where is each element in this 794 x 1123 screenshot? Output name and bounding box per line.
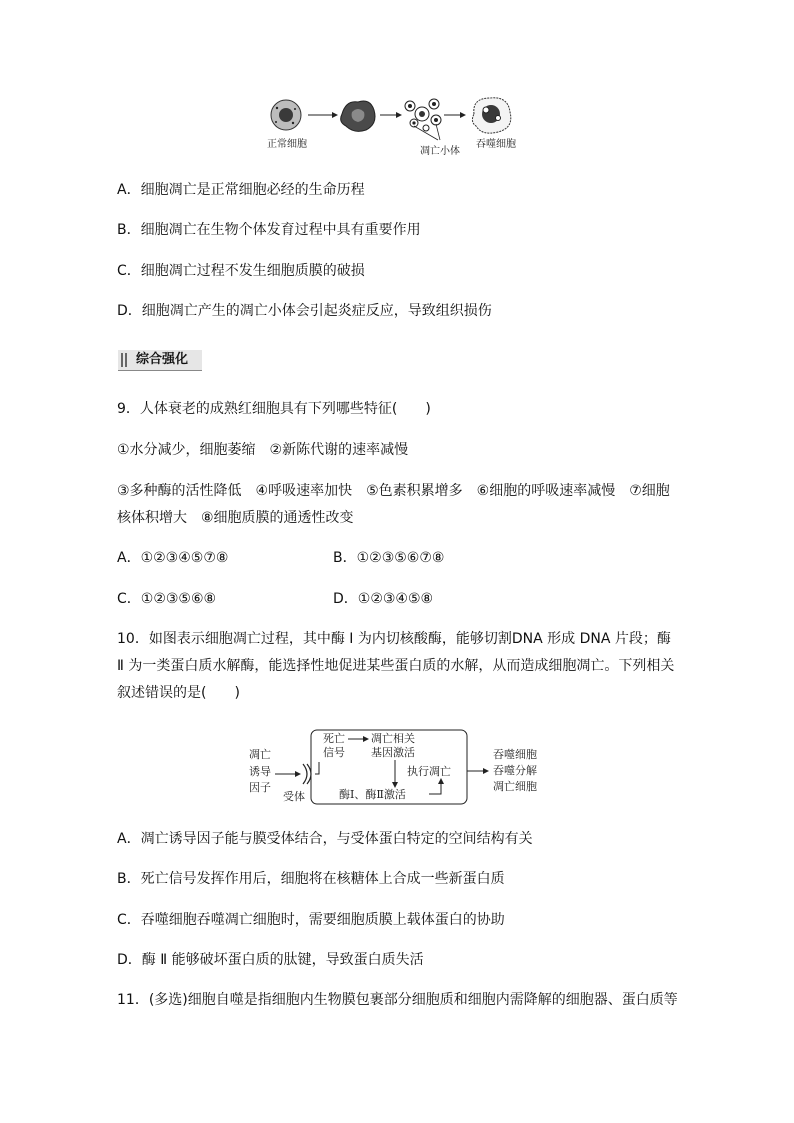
q8-option-b: B．细胞凋亡在生物个体发育过程中具有重要作用	[117, 222, 421, 238]
q9-option-b: B．①②③⑤⑥⑦⑧	[333, 550, 445, 566]
q10-option-c: C．吞噬细胞吞噬凋亡细胞时，需要细胞质膜上载体蛋白的协助	[117, 912, 505, 928]
shrinking-cell-image	[341, 101, 375, 131]
death-signal-label-1: 死亡	[323, 732, 345, 745]
q9-line-2: ③多种酶的活性降低 ④呼吸速率加快 ⑤色素积累增多 ⑥细胞的呼吸速率减慢 ⑦细胞	[117, 483, 670, 499]
inducer-label-1: 凋亡	[249, 748, 271, 761]
death-signal-label-2: 信号	[323, 746, 345, 759]
phagocyte-output-label: 吞噬细胞	[493, 748, 537, 761]
phagocyte-image	[472, 98, 510, 133]
q10-option-d: D．酶 Ⅱ 能够破坏蛋白质的肽键，导致蛋白质失活	[117, 952, 424, 968]
q10-line-1: 10．如图表示细胞凋亡过程，其中酶 Ⅰ 为内切核酸酶，能够切割DNA 形成 DNA 片段；酶	[117, 631, 671, 647]
apoptosis-pathway-diagram	[245, 726, 550, 808]
apoptotic-cell-output-label: 凋亡细胞	[493, 780, 537, 793]
enzyme-activation-label: 酶Ⅰ、酶Ⅱ激活	[339, 788, 406, 801]
section-header	[118, 350, 202, 371]
section-bar-decoration	[125, 353, 127, 367]
q9-option-a: A．①②③④⑤⑦⑧	[117, 550, 229, 566]
receptor-label: 受体	[283, 790, 305, 803]
q8-option-d: D．细胞凋亡产生的凋亡小体会引起炎症反应，导致组织损伤	[117, 303, 492, 319]
q8-option-c: C．细胞凋亡过程不发生细胞质膜的破损	[117, 263, 365, 279]
inducer-label-2: 诱导	[249, 765, 271, 778]
q10-line-2: Ⅱ 为一类蛋白质水解酶，能选择性地促进某些蛋白质的水解，从而造成细胞凋亡。下列相关	[117, 658, 675, 674]
apoptosis-figure	[262, 94, 534, 156]
gene-activation-label-1: 凋亡相关	[371, 732, 415, 745]
q9-line-1: ①水分减少，细胞萎缩 ②新陈代谢的速率减慢	[117, 442, 409, 458]
phagocyte-label: 吞噬细胞	[476, 139, 516, 150]
receptor-shape	[303, 764, 307, 784]
q9-line-3: 核体积增大 ⑧细胞质膜的通透性改变	[117, 510, 354, 526]
normal-cell-image	[271, 100, 301, 130]
q10-line-3: 叙述错误的是( )	[117, 685, 240, 701]
gene-activation-label-2: 基因激活	[371, 746, 415, 759]
q9-option-c: C．①②③⑤⑥⑧	[117, 591, 217, 607]
normal-cell-label: 正常细胞	[267, 139, 307, 150]
q8-option-a: A．细胞凋亡是正常细胞必经的生命历程	[117, 182, 365, 198]
q10-option-a: A．凋亡诱导因子能与膜受体结合，与受体蛋白特定的空间结构有关	[117, 831, 533, 847]
section-bar-decoration	[121, 353, 123, 367]
inducer-label-3: 因子	[249, 781, 271, 794]
apoptotic-bodies-image	[405, 99, 441, 131]
q10-option-b: B．死亡信号发挥作用后，细胞将在核糖体上合成一些新蛋白质	[117, 871, 505, 887]
q11-line-1: 11．(多选)细胞自噬是指细胞内生物膜包裹部分细胞质和细胞内需降解的细胞器、蛋白质等	[117, 992, 678, 1008]
section-title: 综合强化	[136, 352, 189, 367]
apoptotic-bodies-label: 凋亡小体	[420, 146, 460, 156]
q9-option-d: D．①②③④⑤⑧	[333, 591, 434, 607]
execute-apoptosis-label: 执行凋亡	[407, 765, 451, 778]
engulf-output-label: 吞噬分解	[493, 764, 537, 777]
q9-stem: 9．人体衰老的成熟红细胞具有下列哪些特征( )	[117, 401, 431, 417]
